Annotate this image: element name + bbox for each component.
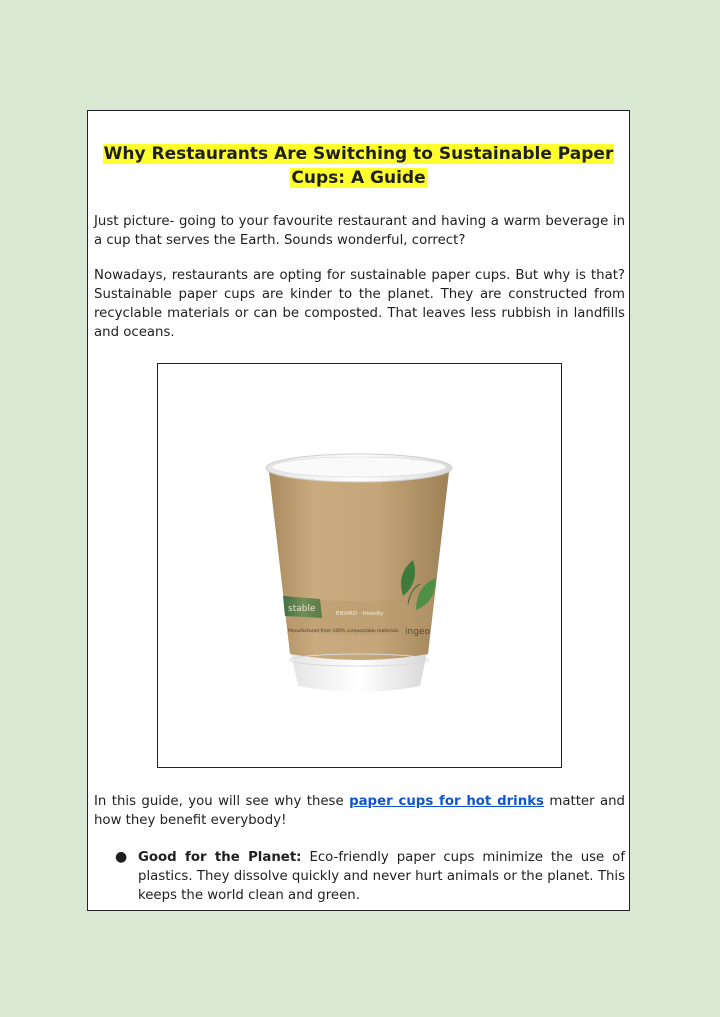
paper-cup-image bbox=[157, 363, 562, 768]
intro-paragraph: Just picture- going to your favourite restaurant and having a warm beverage in a cup that serves the Earth. Sounds wonderful, correct? bbox=[94, 214, 625, 248]
svg-text:ENVIRO - friendly: ENVIRO - friendly bbox=[336, 611, 384, 617]
title-line-2: Cups: A Guide bbox=[291, 168, 426, 188]
bullet-body: Eco-friendly paper cups minimize the use of plastics. They dissolve quickly and never hurt animals or the planet. This keeps the world clean and green. bbox=[138, 850, 625, 903]
guide-text-after-link: matter and how they benefit everybody! bbox=[94, 794, 625, 828]
document-page bbox=[87, 110, 630, 911]
svg-text:stable: stable bbox=[288, 604, 316, 614]
paper-cup-illustration bbox=[158, 364, 561, 767]
guide-text-before-link: In this guide, you will see why these bbox=[94, 794, 350, 809]
bullet-text bbox=[138, 848, 625, 905]
second-paragraph: Nowadays, restaurants are opting for sustainable paper cups. But why is that? Sustainable paper cups are kinder to the planet. They are constructed from recyclable materials or can be composted. That leaves less rubbish in landfills and oceans. bbox=[94, 268, 625, 340]
bullet-heading: Good for the Planet: bbox=[138, 850, 302, 865]
svg-text:Manufactured from 100% compost: Manufactured from 100% compostable materials. bbox=[288, 629, 400, 634]
title-line-1: Why Restaurants Are Switching to Sustainable Paper bbox=[103, 144, 614, 164]
bullet-icon: ● bbox=[115, 849, 128, 865]
svg-text:ingeo: ingeo bbox=[405, 627, 430, 637]
paper-cups-link[interactable]: paper cups for hot drinks bbox=[349, 794, 544, 809]
article-title bbox=[88, 142, 629, 190]
guide-paragraph bbox=[94, 792, 625, 830]
